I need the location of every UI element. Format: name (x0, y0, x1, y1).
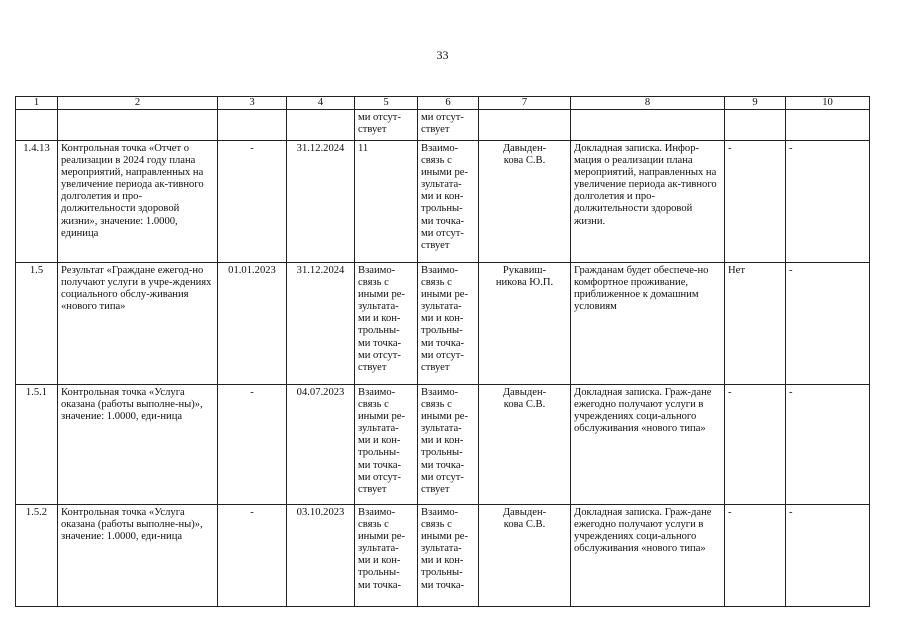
cell-name: Результат «Граждане ежегод-но получают услуги в учре-ждениях социального обслу-живания «нового типа» (58, 263, 218, 385)
continuation-cell (725, 110, 786, 141)
cell-resp: Давыден- кова С.В. (479, 141, 571, 263)
column-header: 2 (58, 97, 218, 110)
cell-start: - (218, 385, 287, 505)
continuation-cell (571, 110, 725, 141)
cell-name: Контрольная точка «Услуга оказана (работы выполне-ны)», значение: 1.0000, еди-ница (58, 385, 218, 505)
cell-end: 31.12.2024 (287, 263, 355, 385)
header-row (16, 97, 870, 110)
table-row (16, 385, 870, 505)
cell-num: 1.5.2 (16, 505, 58, 607)
cell-doc: Докладная записка. Граж-дане ежегодно получают услуги в учреждениях соци-ального обслуживания «нового типа» (571, 505, 725, 607)
column-header: 1 (16, 97, 58, 110)
continuation-cell (786, 110, 870, 141)
continuation-cell: ми отсут- ствует (418, 110, 479, 141)
cell-c5: Взаимо- связь с иными ре- зультата- ми и кон- трольны- ми точка- ми отсут- ствует (355, 385, 418, 505)
column-header: 4 (287, 97, 355, 110)
cell-c10: - (786, 141, 870, 263)
continuation-cell (287, 110, 355, 141)
cell-start: 01.01.2023 (218, 263, 287, 385)
cell-start: - (218, 141, 287, 263)
cell-c6: Взаимо- связь с иными ре- зультата- ми и кон- трольны- ми точка- ми отсут- ствует (418, 263, 479, 385)
cell-name: Контрольная точка «Отчет о реализации в 2024 году плана мероприятий, направленных на увеличение периода ак-тивного долголетия и про-должительности здоровой жизни», значение: 1.0000, единица (58, 141, 218, 263)
column-header: 3 (218, 97, 287, 110)
continuation-cell: ми отсут- ствует (355, 110, 418, 141)
table-row (16, 263, 870, 385)
cell-doc: Гражданам будет обеспече-но комфортное проживание, приближенное к домашним условиям (571, 263, 725, 385)
continuation-cell (16, 110, 58, 141)
continuation-cell (479, 110, 571, 141)
cell-c9: - (725, 505, 786, 607)
page-number: 33 (436, 48, 449, 62)
cell-c10: - (786, 385, 870, 505)
cell-c5: 11 (355, 141, 418, 263)
cell-c9: Нет (725, 263, 786, 385)
cell-doc: Докладная записка. Граж-дане ежегодно получают услуги в учреждениях соци-ального обслуживания «нового типа» (571, 385, 725, 505)
cell-c6: Взаимо- связь с иными ре- зультата- ми и кон- трольны- ми точка- ми отсут- ствует (418, 141, 479, 263)
continuation-row (16, 110, 870, 141)
cell-num: 1.4.13 (16, 141, 58, 263)
table-row (16, 141, 870, 263)
plan-table (15, 96, 870, 607)
cell-name: Контрольная точка «Услуга оказана (работы выполне-ны)», значение: 1.0000, еди-ница (58, 505, 218, 607)
cell-c5: Взаимо- связь с иными ре- зультата- ми и кон- трольны- ми точка- (355, 505, 418, 607)
cell-c10: - (786, 263, 870, 385)
column-header: 9 (725, 97, 786, 110)
cell-c9: - (725, 141, 786, 263)
cell-c5: Взаимо- связь с иными ре- зультата- ми и кон- трольны- ми точка- ми отсут- ствует (355, 263, 418, 385)
continuation-cell (58, 110, 218, 141)
continuation-cell (218, 110, 287, 141)
column-header: 6 (418, 97, 479, 110)
column-header: 7 (479, 97, 571, 110)
cell-num: 1.5 (16, 263, 58, 385)
column-header: 10 (786, 97, 870, 110)
column-header: 5 (355, 97, 418, 110)
cell-resp: Давыден- кова С.В. (479, 505, 571, 607)
cell-doc: Докладная записка. Инфор-мация о реализации плана мероприятий, направленных на увеличение периода ак-тивного долголетия и про-должительности здоровой жизни. (571, 141, 725, 263)
cell-end: 04.07.2023 (287, 385, 355, 505)
cell-resp: Давыден- кова С.В. (479, 385, 571, 505)
column-header: 8 (571, 97, 725, 110)
cell-end: 31.12.2024 (287, 141, 355, 263)
table-row (16, 505, 870, 607)
cell-num: 1.5.1 (16, 385, 58, 505)
cell-resp: Рукавиш- никова Ю.П. (479, 263, 571, 385)
table-body (16, 97, 870, 607)
cell-end: 03.10.2023 (287, 505, 355, 607)
cell-c10: - (786, 505, 870, 607)
cell-c9: - (725, 385, 786, 505)
cell-c6: Взаимо- связь с иными ре- зультата- ми и кон- трольны- ми точка- (418, 505, 479, 607)
cell-c6: Взаимо- связь с иными ре- зультата- ми и кон- трольны- ми точка- ми отсут- ствует (418, 385, 479, 505)
cell-start: - (218, 505, 287, 607)
